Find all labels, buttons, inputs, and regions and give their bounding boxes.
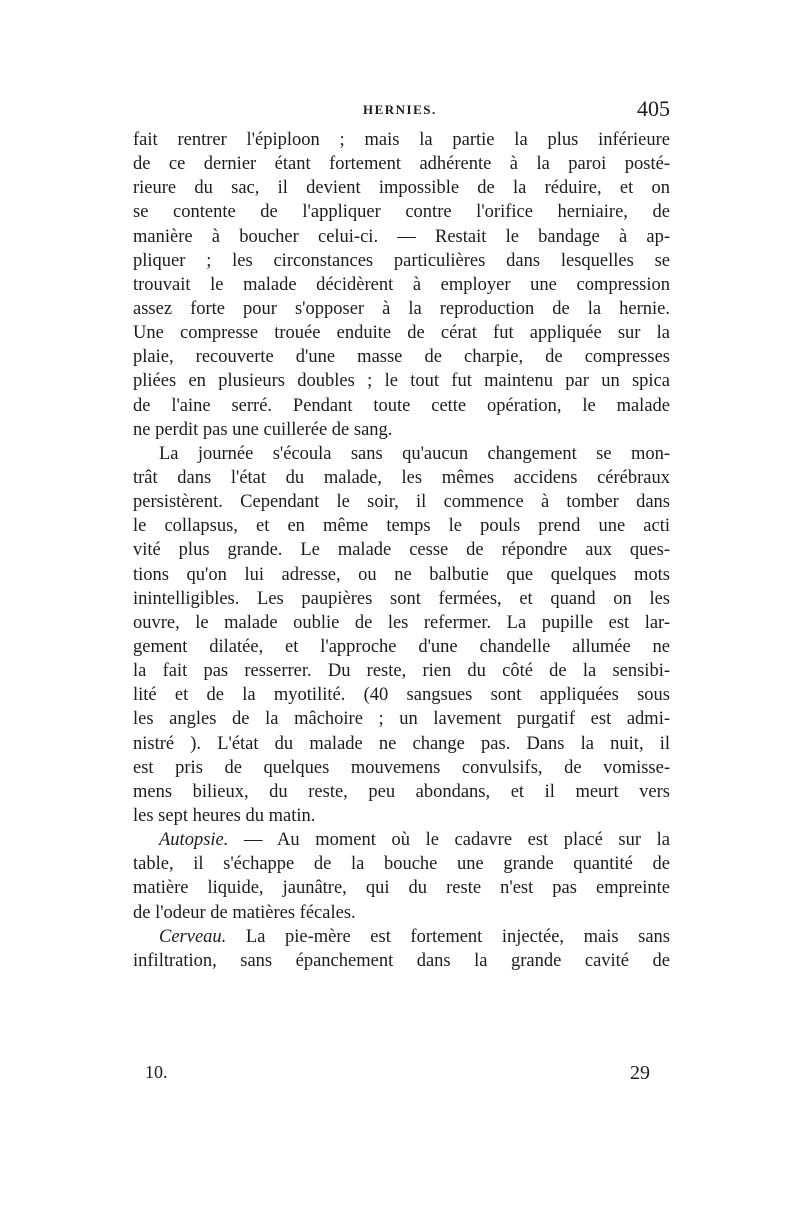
text-line: se contente de l'appliquer contre l'orifice herniaire, de xyxy=(133,202,670,223)
text-line: La journée s'écoula sans qu'aucun changement se mon- xyxy=(159,443,670,464)
text-line: table, il s'échappe de la bouche une grande quantité de xyxy=(133,854,670,875)
text-line: assez forte pour s'opposer à la reproduction de la hernie. xyxy=(133,298,670,319)
text-line xyxy=(133,925,670,949)
signature-mark: 10. xyxy=(145,1062,168,1082)
text-line xyxy=(133,828,670,852)
text-line: la fait pas resserrer. Du reste, rien du côté de la sensibi- xyxy=(133,661,670,682)
text-line: les angles de la mâchoire ; un lavement purgatif est admi- xyxy=(133,709,670,730)
text-line: persistèrent. Cependant le soir, il commence à tomber dans xyxy=(133,492,670,513)
text-line: est pris de quelques mouvemens convulsifs, de vomisse- xyxy=(133,757,670,778)
paragraph-cerveau xyxy=(133,925,670,973)
page-number: 405 xyxy=(637,96,670,121)
text-line: de l'odeur de matières fécales. xyxy=(133,902,356,923)
text-line: inintelligibles. Les paupières sont fermées, et quand on les xyxy=(133,588,670,609)
text-line: nistré ). L'état du malade ne change pas. Dans la nuit, il xyxy=(133,733,670,754)
text-line: manière à boucher celui-ci. — Restait le bandage à ap- xyxy=(133,226,670,247)
text-line: ouvre, le malade oublie de les refermer. La pupille est lar- xyxy=(133,612,670,633)
running-title: HERNIES. xyxy=(363,102,437,117)
text-line: trât dans l'état du malade, les mêmes accidens cérébraux xyxy=(133,467,670,488)
text-line: fait rentrer l'épiploon ; mais la partie la plus inférieure xyxy=(133,130,670,150)
gathering-number: 29 xyxy=(630,1062,650,1084)
paragraph xyxy=(133,442,670,828)
text-line: pliquer ; les circonstances particulières dans lesquelles se xyxy=(133,250,670,271)
run-in-heading: Cerveau. xyxy=(159,926,227,947)
run-in-heading: Autopsie. xyxy=(159,830,229,851)
text-line: infiltration, sans épanchement dans la grande cavité de xyxy=(133,950,670,971)
text-line: trouvait le malade décidèrent à employer une compression xyxy=(133,274,670,295)
text-line: lité et de la myotilité. (40 sangsues sont appliquées sous xyxy=(133,685,670,706)
text-line: les sept heures du matin. xyxy=(133,805,316,826)
paragraph xyxy=(133,128,670,442)
text-line: tions qu'on lui adresse, ou ne balbutie que quelques mots xyxy=(133,564,670,585)
text-line: pliées en plusieurs doubles ; le tout fut maintenu par un spica xyxy=(133,371,670,392)
text-line: de l'aine serré. Pendant toute cette opération, le malade xyxy=(133,395,670,416)
text-line-continuation: — Au moment où le cadavre est placé sur la xyxy=(228,830,670,851)
text-line: plaie, recouverte d'une masse de charpie, de compresses xyxy=(133,347,670,368)
text-line: le collapsus, et en même temps le pouls prend une acti xyxy=(133,516,670,537)
text-line-continuation: La pie-mère est fortement injectée, mais sans xyxy=(226,926,670,947)
text-line: gement dilatée, et l'approche d'une chandelle allumée ne xyxy=(133,636,670,657)
text-line: de ce dernier étant fortement adhérente à la paroi posté- xyxy=(133,154,670,175)
running-head xyxy=(133,96,670,126)
body-text xyxy=(133,128,670,973)
text-line: Une compresse trouée enduite de cérat fut appliquée sur la xyxy=(133,323,670,344)
text-line: mens bilieux, du reste, peu abondans, et il meurt vers xyxy=(133,781,670,802)
text-line: ne perdit pas une cuillerée de sang. xyxy=(133,419,393,440)
page-footer xyxy=(133,1062,670,1092)
text-line: matière liquide, jaunâtre, qui du reste n'est pas empreinte xyxy=(133,878,670,899)
text-line: vité plus grande. Le malade cesse de répondre aux ques- xyxy=(133,540,670,561)
text-line: rieure du sac, il devient impossible de la réduire, et on xyxy=(133,178,670,199)
paragraph-autopsie xyxy=(133,828,670,925)
